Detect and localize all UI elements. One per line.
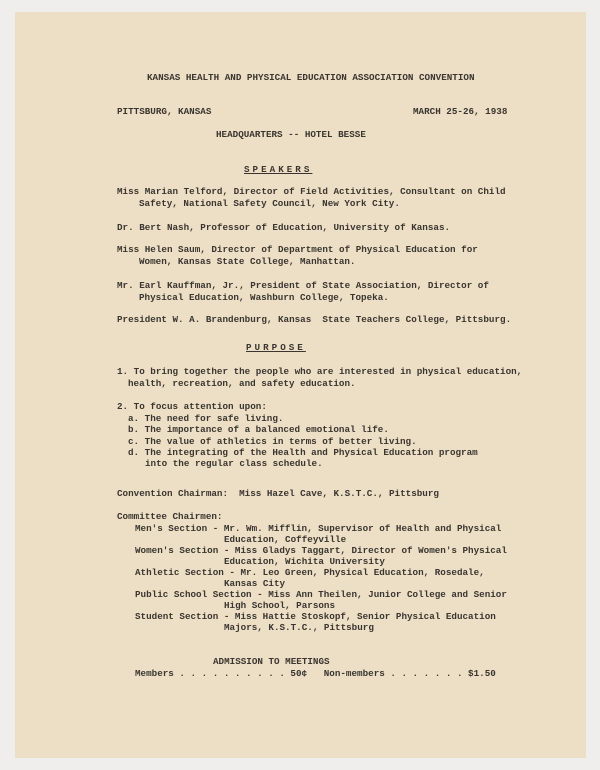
- committee-section: Majors, K.S.T.C., Pittsburg: [224, 622, 374, 633]
- speaker-line: Physical Education, Washburn College, Topeka.: [139, 292, 389, 303]
- purpose-subitem: c. The value of athletics in terms of better living.: [128, 436, 417, 447]
- admission-heading: ADMISSION TO MEETINGS: [213, 656, 330, 667]
- speaker-line: Women, Kansas State College, Manhattan.: [139, 256, 356, 267]
- location: PITTSBURG, KANSAS: [117, 106, 212, 117]
- speaker-line: Miss Marian Telford, Director of Field Activities, Consultant on Child: [117, 186, 506, 197]
- purpose-subitem: a. The need for safe living.: [128, 413, 284, 424]
- admission-prices: Members . . . . . . . . . . 50¢ Non-members . . . . . . . $1.50: [135, 668, 496, 679]
- committee-section: Education, Wichita University: [224, 556, 385, 567]
- purpose-subitem: b. The importance of a balanced emotional life.: [128, 424, 389, 435]
- speaker-line: Miss Helen Saum, Director of Department of Physical Education for: [117, 244, 478, 255]
- committee-heading: Committee Chairmen:: [117, 511, 223, 522]
- purpose-subitem: into the regular class schedule.: [145, 458, 323, 469]
- convention-chairman: Convention Chairman: Miss Hazel Cave, K.S.T.C., Pittsburg: [117, 488, 439, 499]
- speaker-line: Dr. Bert Nash, Professor of Education, University of Kansas.: [117, 222, 451, 233]
- document-title: KANSAS HEALTH AND PHYSICAL EDUCATION ASSOCIATION CONVENTION: [147, 72, 475, 83]
- speaker-line: Safety, National Safety Council, New York City.: [139, 198, 400, 209]
- speaker-line: President W. A. Brandenburg, Kansas State Teachers College, Pittsburg.: [117, 314, 512, 325]
- speaker-line: Mr. Earl Kauffman, Jr., President of State Association, Director of: [117, 280, 489, 291]
- date: MARCH 25-26, 1938: [413, 106, 508, 117]
- committee-section: Public School Section - Miss Ann Theilen, Junior College and Senior: [135, 589, 507, 600]
- purpose-item: health, recreation, and safety education.: [128, 378, 356, 389]
- committee-section: Men's Section - Mr. Wm. Mifflin, Supervisor of Health and Physical: [135, 523, 502, 534]
- committee-section: Education, Coffeyville: [224, 534, 347, 545]
- purpose-item: 2. To focus attention upon:: [117, 401, 267, 412]
- committee-section: Women's Section - Miss Gladys Taggart, Director of Women's Physical: [135, 545, 507, 556]
- purpose-item: 1. To bring together the people who are interested in physical education,: [117, 366, 523, 377]
- committee-section: Student Section - Miss Hattie Stoskopf, Senior Physical Education: [135, 611, 496, 622]
- committee-section: Kansas City: [224, 578, 286, 589]
- committee-section: Athletic Section - Mr. Leo Green, Physical Education, Rosedale,: [135, 567, 485, 578]
- purpose-subitem: d. The integrating of the Health and Physical Education program: [128, 447, 478, 458]
- committee-section: High School, Parsons: [224, 600, 336, 611]
- headquarters: HEADQUARTERS -- HOTEL BESSE: [216, 129, 366, 140]
- purpose-heading: PURPOSE: [246, 342, 306, 353]
- speakers-heading: SPEAKERS: [244, 164, 313, 175]
